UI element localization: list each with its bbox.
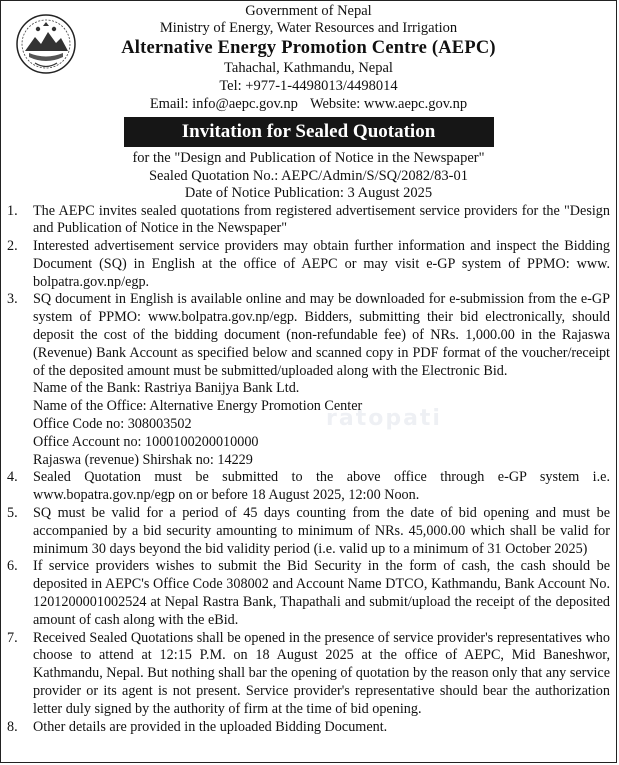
publication-date: Date of Notice Publication: 3 August 2025 <box>184 185 433 201</box>
subject-line: for the "Design and Publication of Notice in the Newspaper" <box>132 150 485 166</box>
revenue-shirshak: Rajaswa (revenue) Shirshak no: 14229 <box>33 451 253 468</box>
office-account: Office Account no: 1000100200010000 <box>33 433 259 450</box>
nepal-emblem-icon <box>15 13 77 75</box>
item-text: SQ document in English is available online and may be downloaded for e-submission from the e-GP system of PPMO: www.bolpatra.gov.np/egp. Bidders, submitting their bid electronically, should deposit the cost of the bidding document (non-refundable fee) of NRs. 1,000.00 in the Rajaswa (Revenue) Bank Account as specified below and scanned copy in PDF format of the voucher/receipt of the deposited amount must be submitted/uploaded along with the Electronic Bid. <box>33 291 610 379</box>
item-number: 4. <box>7 469 18 486</box>
list-item <box>1 558 616 629</box>
item-number: 6. <box>7 558 18 575</box>
item-text: Sealed Quotation must be submitted to the above office through e-GP system i.e. www.bopatra.gov.np/egp on or before 18 August 2025, 12:00 Noon. <box>33 469 610 504</box>
list-item <box>1 719 616 737</box>
header <box>1 1 616 95</box>
centre-title: Alternative Energy Promotion Centre (AEPC) <box>121 38 496 58</box>
title-banner: Invitation for Sealed Quotation <box>124 117 494 147</box>
item-text: Interested advertisement service providers may obtain further information and inspect the Bidding Document (SQ) in English at the office of AEPC or may visit e-GP system of PPMO: www. bolpatra.gov.np/egp. <box>33 238 610 290</box>
email: Email: info@aepc.gov.np <box>149 96 298 112</box>
item-text: The AEPC invites sealed quotations from registered advertisement service providers for the "Design and Publication of Notice in the Newspaper" <box>33 202 610 237</box>
telephone: Tel: +977-1-4498013/4498014 <box>219 78 398 94</box>
notice-items <box>1 203 616 737</box>
office-name: Name of the Office: Alternative Energy Promotion Center <box>33 398 363 415</box>
list-item <box>1 469 616 505</box>
item-number: 1. <box>7 202 18 219</box>
item-number: 3. <box>7 291 18 308</box>
address: Tahachal, Kathmandu, Nepal <box>224 60 393 76</box>
ministry-title: Ministry of Energy, Water Resources and Irrigation <box>159 20 458 36</box>
item-number: 2. <box>7 238 18 255</box>
list-item <box>1 203 616 239</box>
list-item <box>1 630 616 719</box>
item-number: 5. <box>7 505 18 522</box>
bank-name: Name of the Bank: Rastriya Banijya Bank Ltd. <box>33 380 300 397</box>
item-text: SQ must be valid for a period of 45 days counting from the date of bid opening and must be accompanied by a bid security amounting to minimum of NRs. 45,000.00 which shall be valid for minimum 30 days beyond the bid validity period (i.e. valid up to a minimum of 31 October 2025) <box>33 505 610 557</box>
item-number: 8. <box>7 718 18 735</box>
government-title: Government of Nepal <box>245 3 372 19</box>
sq-number: Sealed Quotation No.: AEPC/Admin/S/SQ/2082/83-01 <box>148 167 468 184</box>
watermark: ratopati <box>326 406 442 431</box>
item-text: Received Sealed Quotations shall be opened in the presence of service provider's representatives who choose to attend at 12:15 P.M. on 18 August 2025 at the office of AEPC, Mid Baneshwor, Kathmandu, Nepal. But nothing shall bar the opening of quotation by the reason only that any service provider or its agent is not present. Service provider's representative should bear the authorization letter duly signed by the authority of firm at the time of bid opening. <box>33 629 610 717</box>
subtitle-block <box>1 150 616 203</box>
list-item <box>1 238 616 291</box>
list-item <box>1 291 616 469</box>
item-text: Other details are provided in the uploaded Bidding Document. <box>33 718 388 735</box>
list-item <box>1 505 616 558</box>
office-code: Office Code no: 308003502 <box>33 416 192 433</box>
item-text: If service providers wishes to submit the Bid Security in the form of cash, the cash should be deposited in AEPC's Office Code 308002 and Account Name DTCO, Kathmandu, Bank Account No. 1201200001002524 at Nepal Rastra Bank, Thapathali and submit/upload the receipt of the deposited amount of cash along with the eBid. <box>33 558 610 628</box>
item-number: 7. <box>7 629 18 646</box>
contact-line <box>1 95 616 113</box>
website: Website: www.aepc.gov.np <box>309 96 468 112</box>
